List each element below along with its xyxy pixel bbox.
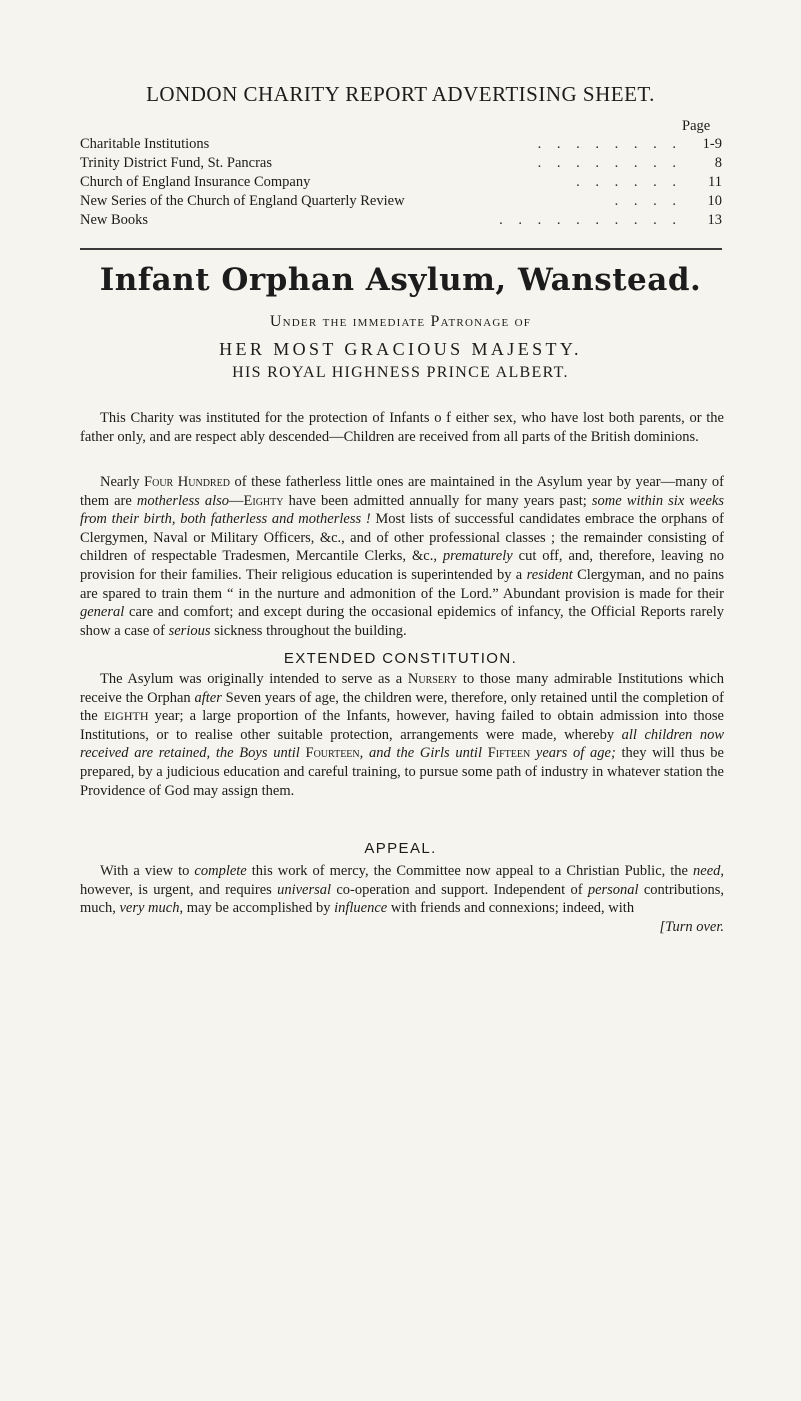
text-run: this work of mercy, the Committee now appeal to a Christian Public, the	[246, 863, 694, 879]
toc-item-page: 8	[714, 155, 722, 171]
text-run-italic: , and the Girls until	[359, 745, 488, 762]
text-run-caps: Nursery	[407, 671, 458, 687]
toc-page-column-label: Page	[682, 118, 711, 134]
text-run-italic: influence	[334, 900, 388, 917]
text-run: Most lists of successful candidates embrace the orphans of Clergymen, Naval or Military Officers, &c., and of other professional classes ; the remainder consisting of children of respectable Tradesmen, Mercantile Clerks, &c.,	[80, 511, 724, 565]
text-run-caps: EIGHTH	[103, 709, 149, 724]
text-run: , however, is urgent, and requires	[80, 863, 725, 898]
text-run-caps: Fourteen	[305, 745, 360, 762]
text-run-italic: general	[80, 604, 125, 621]
toc-item-title: Charitable Institutions	[80, 136, 210, 152]
text-run: of these fatherless little ones are maintained in the Asylum year by year—many of them are	[80, 474, 724, 509]
text-run: care and comfort; and except during the occasional epidemics of infancy, the Official Reports rarely show a case of	[80, 604, 724, 639]
text-run-caps: Eighty	[243, 492, 284, 509]
text-run-italic: personal	[587, 881, 639, 898]
turn-over-note: [Turn over.	[659, 919, 724, 935]
patron-prince: HIS ROYAL HIGHNESS PRINCE ALBERT.	[232, 364, 569, 381]
constitution-paragraph	[80, 670, 724, 800]
toc-item-title: Trinity District Fund, St. Pancras	[80, 155, 273, 171]
text-run: , may be accomplished by	[179, 900, 335, 917]
text-run: cut off, and, therefore, leaving no provision for their families. Their religious education is superintended by a	[80, 548, 724, 583]
intro-paragraph: This Charity was instituted for the protection of Infants o f either sex, who have lost both parents, or the father only, and are respect ably descended—Children are received from all parts of the British dominions.	[80, 410, 724, 445]
toc-item[interactable]	[80, 154, 722, 173]
section-heading-extended-constitution: EXTENDED CONSTITUTION.	[283, 650, 518, 667]
text-run-italic: resident	[526, 566, 573, 583]
text-run-italic: motherless also	[136, 492, 230, 509]
toc-item-leader: . . . . . . . .	[537, 155, 682, 171]
toc-item[interactable]	[80, 211, 722, 230]
text-run: The Asylum was originally intended to serve as a	[100, 671, 408, 687]
toc-item-title: New Books	[80, 212, 149, 228]
text-run: sickness throughout the building.	[210, 622, 407, 639]
toc-item[interactable]	[80, 135, 722, 154]
toc-item-title: Church of England Insurance Company	[80, 174, 311, 190]
toc-item-page: 10	[707, 193, 722, 209]
text-run: with friends and connexions; indeed, with	[387, 900, 635, 917]
text-run-italic: after	[194, 689, 222, 706]
toc-item-leader: . . . . . .	[576, 174, 682, 190]
text-run-caps: Four Hundred	[144, 474, 230, 490]
toc-item[interactable]	[80, 192, 722, 211]
text-run: Clergyman, and no pains are spared to train them “ in the nurture and admonition of the Lord.” Abundant provision is made for their	[80, 566, 724, 602]
text-run: With a view to	[100, 863, 195, 879]
text-run-italic: all children now received are retained, the Boys until	[80, 726, 724, 762]
text-run-italic: very much	[119, 900, 180, 917]
toc-item[interactable]	[80, 173, 722, 192]
section-heading-appeal: APPEAL.	[364, 840, 437, 857]
text-run: Seven years of age, the children were, therefore, only retained until the completion of the	[80, 689, 724, 725]
toc-item-title: New Series of the Church of England Quarterly Review	[80, 193, 405, 209]
asylum-title: Infant Orphan Asylum, Wanstead.	[99, 262, 702, 298]
toc-item-leader: . . . .	[614, 193, 682, 209]
text-run: to those many admirable Institutions which receive the Orphan	[80, 671, 724, 706]
text-run: Nearly	[100, 474, 145, 490]
text-run-italic: need	[693, 863, 721, 879]
text-run-italic: some within six weeks from their birth, both fatherless and motherless !	[80, 492, 724, 528]
patronage-line: Under the immediate Patronage of	[269, 313, 532, 330]
toc-item-leader: . . . . . . . . . .	[499, 212, 682, 228]
text-run-italic: years of age;	[530, 745, 616, 762]
orphans-paragraph	[80, 473, 724, 640]
text-run-italic: serious	[168, 622, 211, 639]
text-run-italic: universal	[277, 881, 332, 898]
patron-majesty: HER MOST GRACIOUS MAJESTY.	[219, 339, 582, 359]
sheet-title: LONDON CHARITY REPORT ADVERTISING SHEET.	[146, 82, 655, 106]
toc-divider	[80, 248, 722, 250]
text-run-italic: complete	[194, 863, 247, 879]
text-run: co-operation and support. Independent of	[331, 881, 588, 898]
appeal-paragraph	[80, 862, 724, 918]
toc-item-page: 11	[708, 174, 722, 190]
table-of-contents	[80, 135, 722, 230]
toc-item-page: 13	[707, 212, 722, 228]
text-run: contributions, much,	[80, 881, 725, 917]
toc-item-page: 1-9	[702, 136, 722, 152]
text-run-italic: prematurely	[442, 548, 513, 565]
text-run-caps: Fifteen	[487, 745, 531, 762]
text-run: have been admitted annually for many years past;	[283, 492, 592, 509]
text-run: year; a large proportion of the Infants, however, having failed to obtain admission into those Institutions, or to realise other suitable protection, arrangements were made, whereby	[80, 708, 724, 743]
text-run: they will thus be prepared, by a judicious education and careful training, to pursue some path of industry in whatever station the Providence of God may assign them.	[80, 745, 724, 799]
text-run: —	[229, 492, 244, 509]
toc-item-leader: . . . . . . . .	[537, 136, 682, 152]
